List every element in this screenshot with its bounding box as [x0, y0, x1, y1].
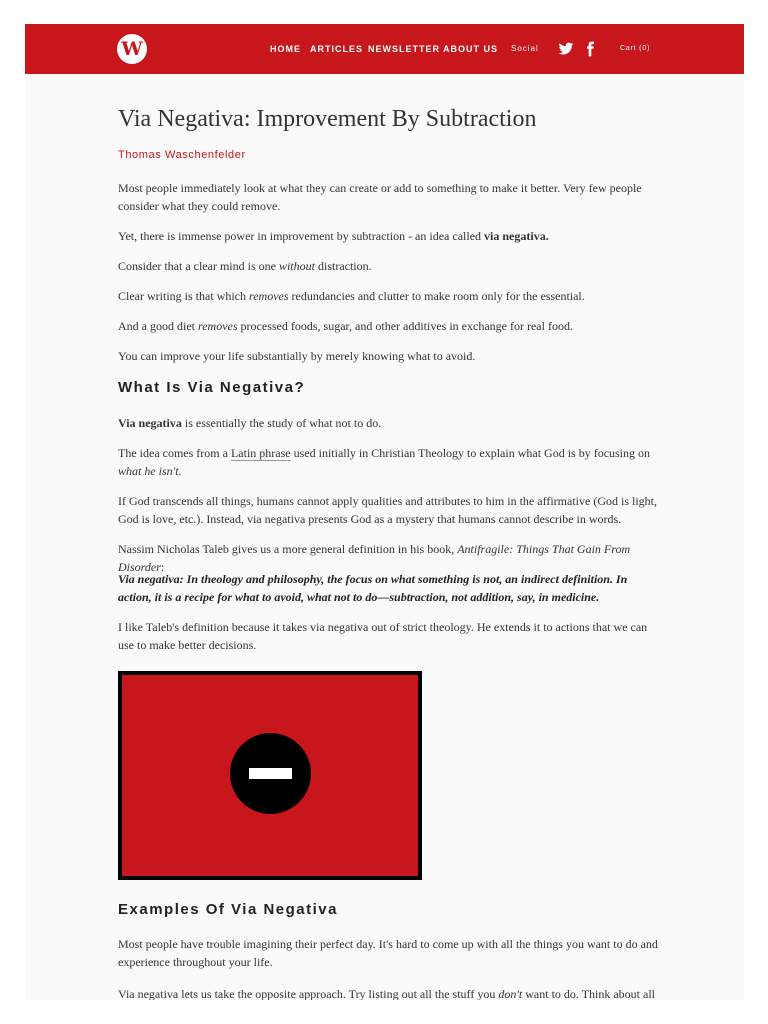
p3-emphasis: without	[278, 259, 315, 273]
s1p4-text-after: :	[160, 560, 165, 574]
article-title: Via Negativa: Improvement By Subtraction	[118, 106, 537, 132]
nav-about-us[interactable]: ABOUT US	[443, 44, 498, 54]
s1p1-text: is essentially the study of what not to do.	[181, 416, 382, 430]
via-negativa-image	[118, 671, 422, 880]
p4-text-after: redundancies and clutter to make room only for the essential.	[288, 289, 585, 303]
section-heading-examples: Examples Of Via Negativa	[118, 901, 338, 918]
facebook-icon[interactable]	[582, 41, 598, 57]
section-heading-what-is: What Is Via Negativa?	[118, 379, 306, 396]
nav-social-label: Social	[511, 44, 539, 53]
intro-paragraph-1: Most people immediately look at what they can create or add to something to make it better. Very few people consider what they could remove.	[118, 181, 642, 213]
cart-link[interactable]: Cart (0)	[620, 45, 651, 52]
nav-newsletter[interactable]: NEWSLETTER	[368, 44, 440, 54]
p5-emphasis: removes	[198, 319, 238, 333]
nav-home[interactable]: HOME	[270, 44, 301, 54]
s1p2-text-middle: used initially in Christian Theology to explain what God is by focusing on	[290, 446, 651, 460]
p5-text-after: processed foods, sugar, and other additives in exchange for real food.	[237, 319, 573, 333]
site-logo[interactable]: W	[117, 34, 147, 64]
p5-text-before: And a good diet	[118, 319, 198, 333]
intro-paragraph-6: You can improve your life substantially by merely knowing what to avoid.	[118, 349, 476, 363]
minus-bar	[249, 768, 292, 779]
article-author[interactable]: Thomas Waschenfelder	[118, 149, 246, 161]
minus-circle-icon	[230, 733, 311, 814]
taleb-quote: Via negativa: In theology and philosophy, the focus on what something is not, an indirect definition. In action, it is a recipe for what to avoid, what not to do—subtraction, not addition, say, in medicine.	[118, 572, 628, 604]
p2-bold: via negativa.	[484, 229, 549, 243]
intro-paragraph-2	[118, 227, 658, 245]
s1p4-text-before: Nassim Nicholas Taleb gives us a more general definition in his book,	[118, 542, 458, 556]
intro-paragraph-5	[118, 317, 658, 335]
site-header	[25, 24, 744, 74]
latin-phrase-link[interactable]: Latin phrase	[230, 446, 291, 460]
s1p2-emphasis: what he isn't.	[118, 464, 182, 478]
s2p2-text-before: Via negativa lets us take the opposite approach. Try listing out all the stuff you	[118, 987, 499, 1000]
intro-paragraph-4	[118, 287, 658, 305]
section1-paragraph-3: If God transcends all things, humans cannot apply qualities and attributes to him in the affirmative (God is light, God is love, etc.). Instead, via negativa presents God as a mystery that humans cannot describe in words.	[118, 494, 658, 526]
s1p2-text-before: The idea comes from a	[118, 446, 231, 460]
page	[25, 24, 744, 1000]
p2-text: Yet, there is immense power in improvement by subtraction - an idea called	[118, 229, 485, 243]
s2p2-text-after: want to do. Think about all	[522, 987, 656, 1000]
p4-text-before: Clear writing is that which	[118, 289, 249, 303]
s2p2-emphasis: don't	[498, 987, 523, 1000]
nav-articles[interactable]: ARTICLES	[310, 44, 363, 54]
book-title: Antifragile: Things That Gain From Disorder	[118, 542, 631, 574]
s1p1-bold: Via negativa	[118, 416, 182, 430]
section2-paragraph-2	[118, 985, 658, 1000]
intro-paragraph-3	[118, 257, 658, 275]
p3-text-after: distraction.	[314, 259, 372, 273]
p4-emphasis: removes	[248, 289, 289, 303]
section2-paragraph-1: Most people have trouble imagining their perfect day. It's hard to come up with all the things you want to do and experience throughout your life.	[118, 937, 658, 969]
p3-text-before: Consider that a clear mind is one	[118, 259, 279, 273]
section1-paragraph-2	[118, 444, 658, 480]
twitter-icon[interactable]	[558, 41, 574, 57]
section1-paragraph-1	[118, 414, 658, 432]
section1-paragraph-5: I like Taleb's definition because it takes via negativa out of strict theology. He extends it to actions that we can use to make better decisions.	[118, 620, 648, 652]
